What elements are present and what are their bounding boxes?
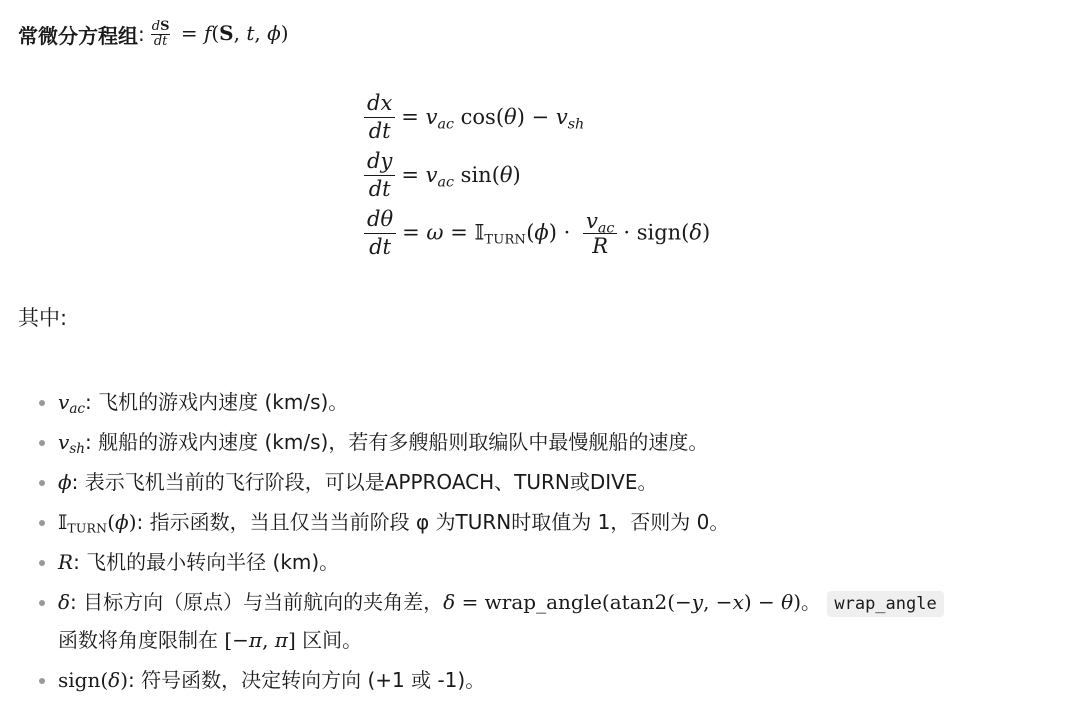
- definition-phi: ϕ: 表示飞机当前的飞行阶段，可以是APPROACH、TURN或DIVE。: [38, 462, 1068, 502]
- definition-v-sh: $v_{sh}$: 舰船的游戏内速度 (km/s)，若有多艘船则取编队中最慢舰船的速度。: [38, 422, 1068, 462]
- inline-code: wrap_angle: [827, 591, 943, 617]
- symbol: 𝕀TURN(ϕ): [58, 510, 137, 536]
- title-line: [18, 16, 289, 52]
- symbol: δ: [58, 590, 71, 614]
- symbol: $v_{ac}$: [58, 390, 86, 418]
- definition-list: [38, 382, 1068, 700]
- definition-sign: sign(δ): 符号函数，决定转向方向 (+1 或 -1)。: [38, 660, 1068, 700]
- equation-dy: $\frac{dy}{dt}$ = $v_{ac}$ sin(θ): [364, 146, 710, 204]
- range-formula: [−π, π]: [224, 628, 296, 652]
- symbol: sign(δ): [58, 668, 129, 692]
- definition-delta: δ: 目标方向（原点）与当前航向的夹角差，δ = wrap_angle(atan2(−y, −x) − θ)。 wrap_angle 函数将角度限制在 [−π, π] 区间。: [38, 582, 1068, 660]
- system-title: 常微分方程组: [18, 23, 138, 48]
- definition-r: R: 飞机的最小转向半径 (km)。: [38, 542, 1068, 582]
- symbol: R: [58, 550, 74, 574]
- equation-system: [364, 88, 710, 262]
- title-formula: $\frac{dS}{dt}$ = f(S, t, ϕ): [151, 18, 289, 49]
- equation-dx: $\frac{dx}{dt}$ = $v_{ac}$ $\cos(\theta) - v_{sh}$: [364, 88, 710, 146]
- symbol: $v_{sh}$: [58, 430, 86, 458]
- delta-formula: δ = wrap_angle(atan2(−y, −x) − θ): [443, 590, 801, 614]
- where-label: 其中:: [18, 306, 68, 330]
- title-colon: :: [138, 22, 145, 46]
- definition-indicator: 𝕀TURN(ϕ): 指示函数，当且仅当当前阶段 φ 为TURN时取值为 1，否则为 0。: [38, 502, 1068, 542]
- symbol: ϕ: [58, 470, 72, 494]
- title-fraction: $\frac{dS}{dt}$: [151, 18, 170, 49]
- equation-dtheta: $\frac{d\theta}{dt}$ = ω = 𝕀TURN(ϕ) · $\frac{v_{ac}}{R}$ · sign(δ): [364, 204, 710, 262]
- definition-v-ac: $v_{ac}$: 飞机的游戏内速度 (km/s)。: [38, 382, 1068, 422]
